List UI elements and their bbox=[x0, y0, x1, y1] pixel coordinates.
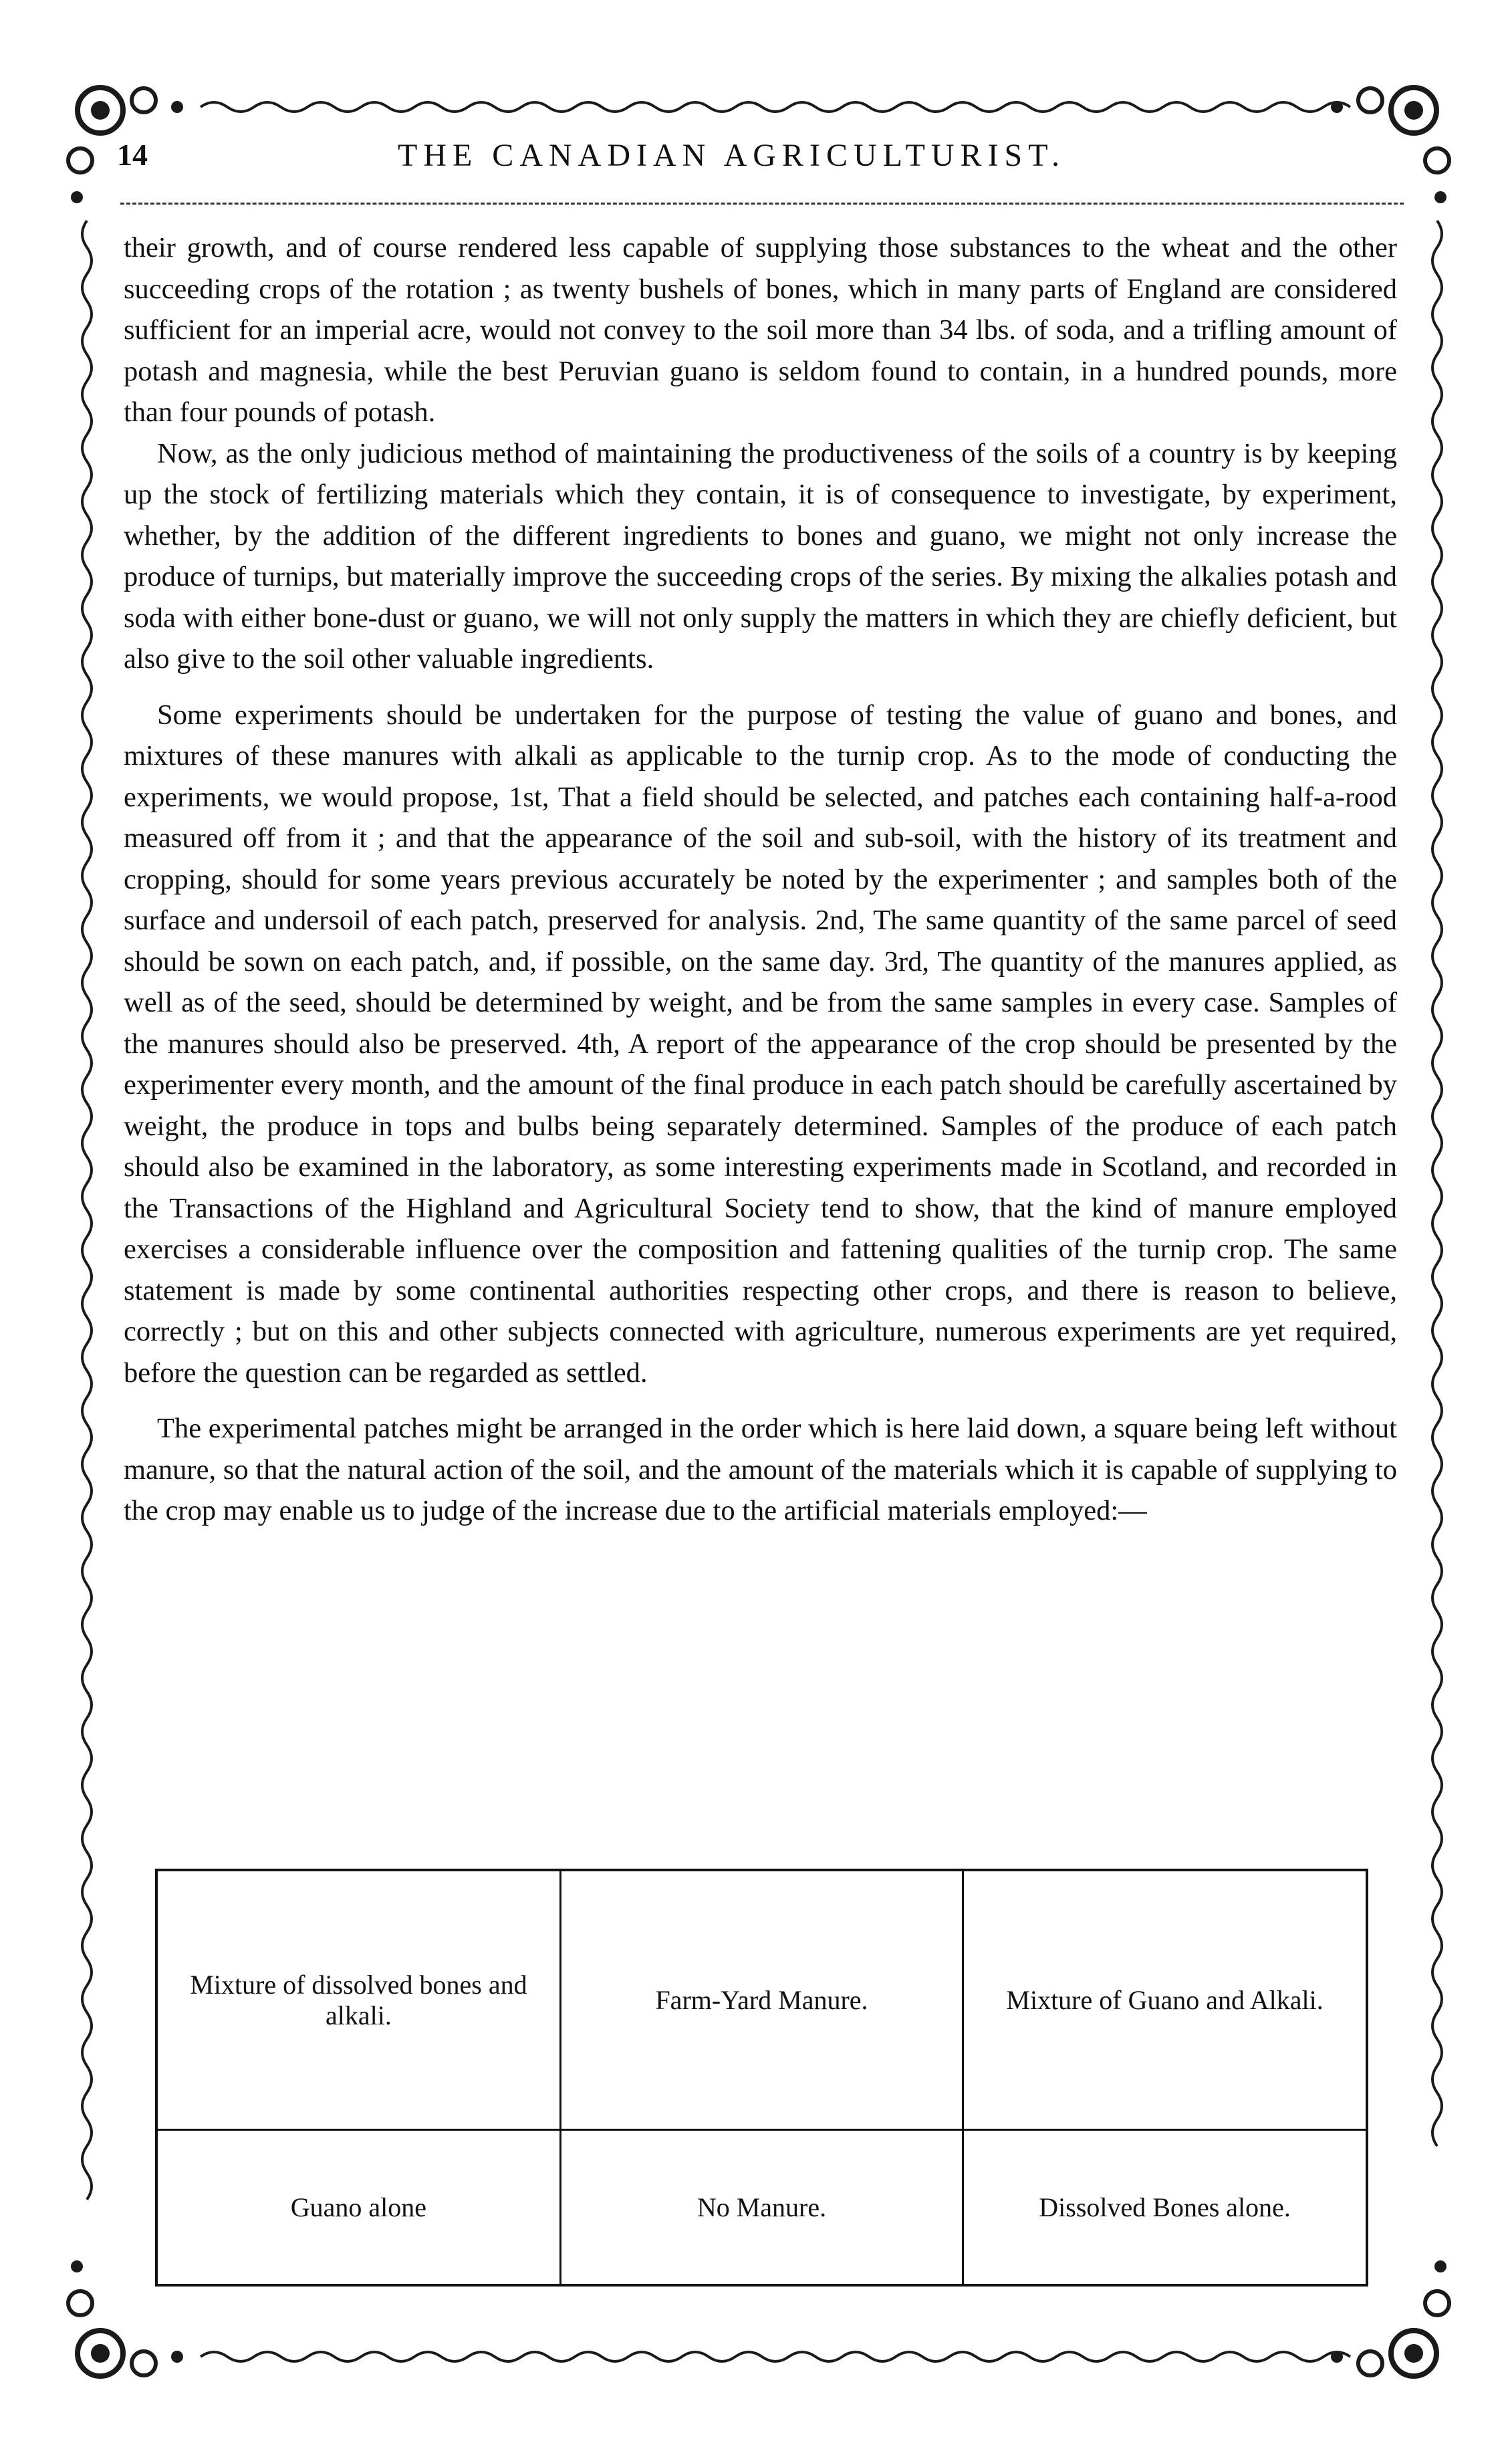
cell-label: Mixture of Guano and Alkali. bbox=[1006, 1984, 1324, 2015]
header-rule bbox=[120, 203, 1404, 205]
table-row bbox=[158, 2130, 1366, 2284]
cell-label: Dissolved Bones alone. bbox=[1039, 2192, 1291, 2222]
cell-label: Farm-Yard Manure. bbox=[655, 1984, 868, 2015]
page-header bbox=[117, 130, 1407, 191]
table-row bbox=[158, 1871, 1366, 2130]
patch-grid bbox=[158, 1871, 1366, 2284]
paragraph: Now, as the only judicious method of maintaining the productiveness of the soils of a country is by keeping up the stock of fertilizing materials which they contain, it is of consequence to investigate, by experiment, whether, by the addition of the different ingredients to bones and guano, we might not only increase the produce of turnips, but materially improve the succeeding crops of the series. By mixing the alkalies potash and soda with either bone-dust or guano, we will not only supply the matters in which they are chiefly deficient, but also give to the soil other valuable ingredients. bbox=[124, 437, 1397, 675]
table-cell bbox=[158, 2130, 560, 2284]
cell-label: Guano alone bbox=[290, 2192, 427, 2222]
experimental-patches-table bbox=[155, 1869, 1368, 2287]
table-cell bbox=[560, 1871, 963, 2130]
running-title: THE CANADIAN AGRICULTURIST. bbox=[398, 138, 1065, 173]
table-cell bbox=[158, 1871, 560, 2130]
page-number: 14 bbox=[117, 138, 148, 172]
table-cell bbox=[963, 2130, 1366, 2284]
paragraph: their growth, and of course rendered less capable of supplying those substances to the wheat and the other succeeding crops of the rotation ; as twenty bushels of bones, which in many parts of England are considered sufficient for an imperial acre, would not convey to the soil more than 34 lbs. of soda, and a trifling amount of potash and magnesia, while the best Peruvian guano is seldom found to contain, in a hundred pounds, more than four pounds of potash. bbox=[124, 232, 1397, 428]
paragraph: Some experiments should be undertaken for the purpose of testing the value of guano and bones, and mixtures of these manures with alkali as applicable to the turnip crop. As to the mode of conducting the experiments, we would propose, 1st, That a field should be selected, and patches each containing half-a-rood measured off from it ; and that the appearance of the soil and sub-soil, with the history of its treatment and cropping, should for some years previous accurately be noted by the experimenter ; and samples both of the surface and undersoil of each patch, preserved for analysis. 2nd, The same quantity of the same parcel of seed should be sown on each patch, and, if possible, on the same day. 3rd, The quantity of the manures applied, as well as of the seed, should be determined by weight, and be from the same samples in every case. Samples of the manures should also be preserved. 4th, A report of the appearance of the crop should be presented by the experimenter every month, and the amount of the final produce in each patch should be carefully ascertained by weight, the produce in tops and bulbs being separately determined. Samples of the produce of each patch should also be examined in the laboratory, as some interesting experiments made in Scotland, and recorded in the Transactions of the Highland and Agricultural Society tend to show, that the kind of manure employed exercises a considerable influence over the composition and fattening qualities of the turnip crop. The same statement is made by some continental authorities respecting other crops, and there is reason to believe, correctly ; but on this and other subjects connected with agriculture, numerous experiments are yet required, before the question can be regarded as settled. bbox=[124, 699, 1397, 1389]
table-cell bbox=[560, 2130, 963, 2284]
paragraph: The experimental patches might be arranged in the order which is here laid down, a square being left without manure, so that the natural action of the soil, and the amount of the materials which it is capable of supplying to the crop may enable us to judge of the increase due to the artificial materials employed:— bbox=[124, 1413, 1397, 1526]
cell-label: Mixture of dissolved bones and alkali. bbox=[190, 1969, 527, 2030]
article-body bbox=[124, 227, 1397, 1532]
table-cell bbox=[963, 1871, 1366, 2130]
cell-label: No Manure. bbox=[697, 2192, 827, 2222]
